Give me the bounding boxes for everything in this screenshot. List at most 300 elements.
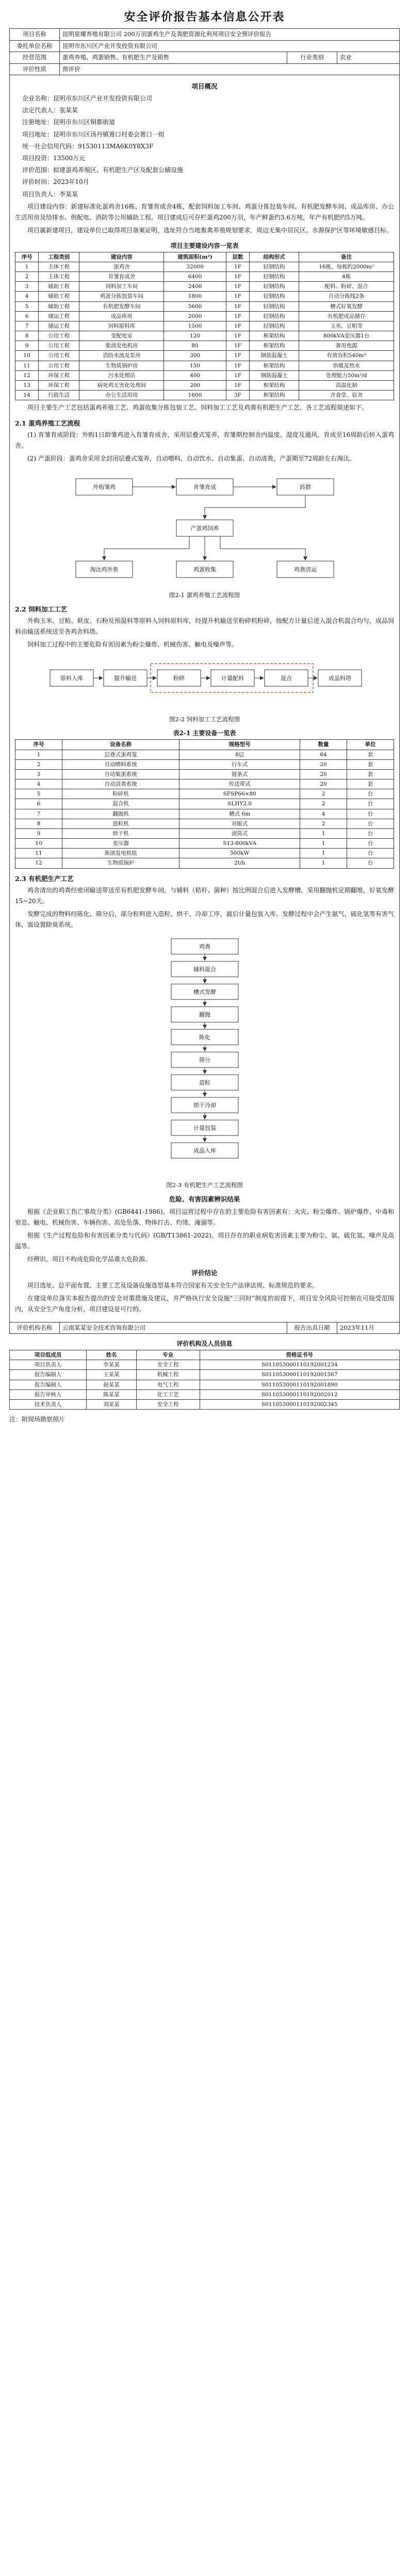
column-header: 单位: [347, 740, 394, 750]
overview-line: 统一社会信用代码：91530113MA6K0Y8X3F: [22, 142, 154, 150]
table-cell: 主体工程: [39, 272, 79, 282]
column-header: 专业: [136, 1350, 200, 1360]
table-row: [15, 391, 394, 400]
table-cell: 2: [15, 272, 39, 282]
table-cell: 传送带式: [179, 779, 300, 789]
table-cell: 王某某: [87, 1370, 137, 1380]
process-sec2-paras: [15, 616, 394, 650]
table-cell: 6400: [164, 272, 226, 282]
table-cell: 台: [347, 819, 394, 828]
table-cell: 轻钢结构: [250, 321, 299, 331]
paragraph: 外购玉米、豆粕、麸皮、石粉及预混料等原料入饲料原料库，经提升机输送至粉碎机粉碎，按配方计量后进入混合机混合均匀，成品饲料由输送系统送至各鸡舍料塔。: [15, 617, 394, 636]
business-label: 经营范围: [10, 52, 60, 64]
overview-paragraph: 项目属新建项目，建设单位已取得项目备案证明，选址符合当地畜禽养殖规划要求，周边无集中居民区、水源保护区等环境敏感目标。: [27, 226, 393, 234]
table-row: [15, 828, 394, 838]
conclusion-paras: [15, 1280, 394, 1315]
flow2-node-2-label: 粉碎: [173, 675, 185, 682]
table-cell: 层叠式蛋鸡笼: [62, 750, 179, 759]
table-cell: 台: [347, 799, 394, 809]
table-cell: 自动清粪系统: [62, 779, 179, 789]
table-cell: 报告审核人: [10, 1389, 87, 1399]
hazards-title: 危险、有害因素辨识结果: [169, 1195, 240, 1203]
overview-line: 法定代表人：张某某: [22, 107, 78, 114]
table-cell: S011053000110192001234: [200, 1360, 399, 1370]
paragraph: 饲料加工过程中的主要危险有害因素为粉尘爆炸、机械伤害、触电及噪声等。: [27, 641, 238, 649]
table-cell: 13: [15, 380, 39, 390]
table-cell: 3: [15, 282, 39, 292]
table-cell: 备用电源: [299, 341, 394, 351]
table-cell: 环保工程: [39, 380, 79, 390]
table-cell: 1500: [164, 321, 226, 331]
table-cell: 1F: [226, 292, 249, 301]
table-cell: 陈某某: [87, 1389, 137, 1399]
table-cell: 有效容积540m³: [299, 351, 394, 361]
table-cell: 配料、粉碎、混合: [299, 282, 394, 292]
table-cell: 自动喂料系统: [62, 759, 179, 769]
table-cell: 1F: [226, 370, 249, 380]
document-title: 安全评价报告基本信息公开表: [124, 10, 285, 24]
flowchart-feed-caption: 图2-2 饲料加工工艺流程图: [169, 716, 240, 723]
table-cell: 项目负责人: [10, 1360, 87, 1370]
flow2-node-5-label: 成品料塔: [328, 675, 351, 682]
table-cell: 1F: [226, 351, 249, 361]
table-cell: 64: [300, 750, 347, 759]
table-cell: 轻钢结构: [250, 282, 299, 292]
overview-line: 项目投资：13500万元: [22, 155, 86, 162]
table-cell: 1: [300, 839, 347, 849]
team-table-caption: 评价机构及人员信息: [176, 1340, 233, 1348]
table-row: [15, 849, 394, 858]
scale-table-caption: 项目主要建设内容一览表: [170, 242, 239, 249]
org-name-label: 评价机构名称: [10, 1322, 60, 1334]
table-cell: 3F: [226, 391, 249, 400]
table-row: [15, 779, 394, 789]
table-cell: 1F: [226, 311, 249, 321]
flowchart-breeding-caption: 图2-1 蛋鸡养殖工艺流程图: [169, 591, 240, 599]
table-cell: 1: [15, 750, 62, 759]
table-cell: 5600: [164, 301, 226, 311]
table-cell: 辅助工程: [39, 292, 79, 301]
table-cell: 高温化制: [299, 380, 394, 390]
table-cell: 16栋，每栋约2000m²: [299, 262, 394, 272]
table-cell: 20: [300, 759, 347, 769]
table-cell: 钢筋混凝土: [250, 370, 299, 380]
column-header: 结构形式: [250, 252, 299, 262]
table-cell: 对辊式: [179, 819, 300, 828]
table-row: [15, 769, 394, 779]
table-cell: 80: [164, 341, 226, 351]
table-cell: 台: [347, 839, 394, 849]
column-header: 序号: [15, 740, 62, 750]
equip-table-caption: 表2-1 主要设备一览表: [173, 730, 236, 737]
table-row: [15, 272, 394, 282]
table-cell: 槽式 6m: [179, 809, 300, 819]
table-row: [10, 1399, 400, 1409]
table-cell: 育雏育成舍: [79, 272, 164, 282]
table-cell: 蛋鸡舍: [79, 262, 164, 272]
table-cell: 钢筋混凝土: [250, 351, 299, 361]
table-row: [15, 301, 394, 311]
conclusion-title: 评价结论: [191, 1268, 218, 1277]
table-cell: 7: [15, 321, 39, 331]
process-sec2-title: 2.2 饲料加工工艺: [15, 605, 68, 614]
table-cell: 变压器: [62, 839, 179, 849]
column-header: 备注: [299, 252, 394, 262]
table-cell: 轻钢结构: [250, 262, 299, 272]
column-header: 项目组成员: [10, 1350, 87, 1360]
client-label: 委托单位名称: [10, 40, 60, 52]
overview-line: 评价时间：2023年10月: [22, 178, 89, 186]
equip-table: [15, 739, 394, 868]
table-row: [15, 799, 394, 809]
column-header: 建设内容: [79, 252, 164, 262]
table-cell: 2000: [164, 311, 226, 321]
table-cell: 病死鸡无害化处理间: [79, 380, 164, 390]
overview-heading: 项目概况: [191, 82, 218, 91]
table-row: [15, 331, 394, 341]
table-row: [15, 370, 394, 380]
table-cell: 2: [15, 759, 62, 769]
flow2-node-3-label: 计量配料: [221, 675, 244, 682]
table-row: [10, 1370, 400, 1380]
table-cell: 成品库房: [79, 311, 164, 321]
org-date-label: 报告出具日期: [287, 1322, 337, 1334]
table-cell: 6: [15, 799, 62, 809]
flow3-node-label: 辅料混合: [193, 965, 216, 973]
table-row: [15, 380, 394, 390]
table-cell: 储运工程: [39, 321, 79, 331]
flow1-node-5-label: 鸡蛋收集: [193, 566, 216, 573]
flow3-node-label: 鸡粪: [199, 943, 210, 950]
column-header: 序号: [15, 252, 39, 262]
table-cell: 1F: [226, 262, 249, 272]
table-cell: 台: [347, 809, 394, 819]
table-cell: 轻钢结构: [250, 272, 299, 282]
table-cell: 自动集蛋系统: [62, 769, 179, 779]
flowchart-feed: [45, 654, 365, 711]
flow1-node-6-label: 鸡粪清运: [293, 566, 317, 573]
table-cell: 变配电室: [79, 331, 164, 341]
table-cell: 套: [347, 759, 394, 769]
paragraph: 鸡舍清出的鸡粪经密闭输送带送至有机肥发酵车间，与辅料（秸秆、菌种）按比例混合后进入发酵槽，采用翻抛机定期翻堆，好氧发酵15~20天。: [15, 886, 394, 905]
table-cell: 12: [15, 370, 39, 380]
table-cell: 行政生活: [39, 391, 79, 400]
table-row: [15, 759, 394, 769]
flow3-node-label: 陈化: [199, 1033, 210, 1041]
org-date-value: 2023年11月: [337, 1322, 400, 1334]
table-cell: 李某某: [87, 1360, 137, 1370]
scale-table: [15, 252, 394, 401]
table-cell: 8: [15, 819, 62, 828]
table-cell: 轻钢结构: [250, 311, 299, 321]
table-cell: 自动分拣线2条: [299, 292, 394, 301]
column-header: 工程类别: [39, 252, 79, 262]
table-cell: 1F: [226, 361, 249, 370]
table-cell: 滚筒式: [179, 828, 300, 838]
table-cell: 玉米、豆粕等: [299, 321, 394, 331]
table-row: [15, 311, 394, 321]
table-cell: 饲料原料库: [79, 321, 164, 331]
column-header: 设备名称: [62, 740, 179, 750]
paragraph: (2) 产蛋阶段：蛋鸡舍采用全封闭层叠式笼养，自动喂料、自动饮水、自动集蛋、自动清粪，产蛋期至72周龄左右淘汰。: [27, 455, 356, 463]
org-name-value: 云南某某安全技术咨询有限公司: [60, 1322, 287, 1334]
table-cell: 行车式: [179, 759, 300, 769]
table-cell: 刘某某: [87, 1399, 137, 1409]
table-cell: 公用工程: [39, 361, 79, 370]
table-cell: 11: [15, 849, 62, 858]
flow2-node-1-label: 提升输送: [113, 675, 137, 682]
overview-paras: [15, 201, 394, 236]
table-cell: 9: [15, 341, 39, 351]
table-cell: 12: [15, 858, 62, 868]
overview-line: 注册地址：昆明市东川区铜都街道: [22, 118, 116, 126]
column-header: 建筑面积(m²): [164, 252, 226, 262]
table-cell: 2: [300, 819, 347, 828]
table-cell: S011053000110192001890: [200, 1380, 399, 1389]
table-cell: 含食堂、宿舍: [299, 391, 394, 400]
table-cell: S13-800kVA: [179, 839, 300, 849]
table-cell: 800kVA变压器1台: [299, 331, 394, 341]
table-cell: 翻抛机: [62, 809, 179, 819]
project-basic-table: [9, 28, 400, 75]
table-cell: 电气工程: [136, 1380, 200, 1389]
table-cell: 环保工程: [39, 370, 79, 380]
overview-lines: [15, 94, 394, 199]
table-cell: 台: [347, 828, 394, 838]
paragraph: 经辨识，项目不构成危险化学品重大危险源。: [27, 1255, 152, 1263]
process-sec1-title: 2.1 蛋鸡养殖工艺流程: [15, 419, 80, 428]
table-cell: 处理能力50m³/d: [299, 370, 394, 380]
flow2-node-4-label: 混合: [280, 675, 292, 682]
table-cell: 饲料加工车间: [79, 282, 164, 292]
flow1-node-3-label: 产蛋鸡饲养: [190, 525, 219, 532]
table-cell: 11: [15, 361, 39, 370]
table-cell: 1F: [226, 341, 249, 351]
flow1-node-4-label: 淘汰鸡外售: [90, 566, 118, 573]
table-cell: 32000: [164, 262, 226, 272]
client-value: 昆明市东川区产业开发投资有限公司: [60, 40, 400, 52]
overview-line: 企业名称：昆明市东川区产业开发投资有限公司: [22, 95, 153, 103]
table-cell: 9: [15, 828, 62, 838]
table-cell: 框架结构: [250, 380, 299, 390]
overview-line: 项目地址：昆明市东川区汤丹镇箐口村委会箐口一组: [22, 130, 165, 138]
table-cell: S011053000110192002345: [200, 1399, 399, 1409]
column-header: 数量: [300, 740, 347, 750]
overview-paragraph: 项目建设内容：新建标准化蛋鸡舍16栋、育雏育成舍4栋，配套饲料加工车间、鸡蛋分拣包装车间、有机肥发酵车间、成品库房、办公生活用房及给排水、供配电、消防等公用辅助工程。项目建成后可存栏蛋鸡200万羽，年产鲜蛋约3.6万吨，年产有机肥约5万吨。: [15, 202, 394, 221]
table-cell: 1600: [164, 391, 226, 400]
table-row: [15, 819, 394, 828]
table-cell: 7: [15, 809, 62, 819]
table-cell: 1F: [226, 272, 249, 282]
table-cell: 2: [300, 799, 347, 809]
column-header: 资格证书号: [200, 1350, 399, 1360]
table-cell: 1F: [226, 301, 249, 311]
table-cell: 台: [347, 849, 394, 858]
table-cell: 500kW: [179, 849, 300, 858]
flowchart-fertilizer: [60, 935, 349, 1177]
nature-value: 预评价: [60, 63, 400, 75]
table-cell: 报告编制人: [10, 1370, 87, 1380]
table-cell: 20: [300, 769, 347, 779]
column-header: 规格型号: [179, 740, 300, 750]
table-cell: 4: [300, 809, 347, 819]
table-cell: 生物质锅炉: [62, 858, 179, 868]
table-cell: 1F: [226, 321, 249, 331]
table-cell: 4: [15, 779, 62, 789]
table-cell: 赵某某: [87, 1380, 137, 1389]
flow3-node-label: 烘干冷却: [193, 1101, 216, 1109]
table-cell: 台: [347, 789, 394, 799]
table-row: [15, 858, 394, 868]
table-cell: 4: [15, 292, 39, 301]
table-cell: 公用工程: [39, 351, 79, 361]
table-cell: 1F: [226, 380, 249, 390]
table-cell: 消防水池及泵房: [79, 351, 164, 361]
table-row: [10, 1360, 400, 1370]
flow3-node-label: 槽式发酵: [193, 988, 216, 995]
business-value: 蛋鸡养殖、鸡蛋销售、有机肥生产及销售: [60, 52, 287, 64]
table-row: [15, 361, 394, 370]
flow3-node-label: 计量包装: [193, 1124, 216, 1131]
table-cell: 10: [15, 839, 62, 849]
table-cell: 污水处理站: [79, 370, 164, 380]
table-cell: 6: [15, 311, 39, 321]
table-cell: SFSP66×80: [179, 789, 300, 799]
flow3-node-label: 成品入库: [193, 1147, 216, 1154]
table-cell: 2: [300, 789, 347, 799]
table-row: [15, 789, 394, 799]
table-cell: 2t/h: [179, 858, 300, 868]
table-cell: 链条式: [179, 769, 300, 779]
table-cell: 300: [164, 351, 226, 361]
table-cell: 技术负责人: [10, 1399, 87, 1409]
table-row: [10, 1380, 400, 1389]
table-cell: 1F: [226, 331, 249, 341]
table-row: [15, 341, 394, 351]
table-cell: 轻钢结构: [250, 292, 299, 301]
table-cell: 4栋: [299, 272, 394, 282]
paragraph: (1) 育雏育成阶段：外购1日龄雏鸡进入育雏育成舍，采用层叠式笼养，育雏期控制舍内温度、湿度及通风，育成至16周龄后转入蛋鸡舍。: [15, 431, 394, 450]
table-cell: 8层: [179, 750, 300, 759]
document-page: [9, 5, 400, 1426]
table-cell: 槽式好氧发酵: [299, 301, 394, 311]
table-cell: 台: [347, 858, 394, 868]
process-sec3-title: 2.3 有机肥生产工艺: [15, 874, 74, 883]
table-cell: 20: [300, 779, 347, 789]
table-cell: 150: [164, 361, 226, 370]
table-cell: 主体工程: [39, 262, 79, 272]
table-cell: S011053000110192002012: [200, 1389, 399, 1399]
table-cell: 200: [164, 380, 226, 390]
table-cell: 1: [300, 828, 347, 838]
table-cell: S011053000110192001567: [200, 1370, 399, 1380]
flow3-node-label: 造粒: [199, 1079, 210, 1086]
paragraph: 项目选址、总平面布置、主要工艺及设备设施选型基本符合国家有关安全生产法律法规、标准规范的要求。: [27, 1281, 319, 1289]
table-row: [15, 750, 394, 759]
table-cell: SLHY2.0: [179, 799, 300, 809]
table-cell: 烘干机: [62, 828, 179, 838]
column-header: 层数: [226, 252, 249, 262]
org-table: [9, 1322, 400, 1334]
process-intro: 项目主要生产工艺包括蛋鸡养殖工艺、鸡蛋收集分拣包装工艺、饲料加工工艺及鸡粪有机肥生产工艺，各工艺流程简述如下。: [27, 404, 368, 412]
overview-section: [9, 75, 400, 1323]
table-row: [15, 839, 394, 849]
project-name-label: 项目名称: [10, 29, 60, 41]
flow1-node-1-label: 育雏育成: [193, 484, 216, 491]
overview-line: 评价范围：拟建蛋鸡养殖区、有机肥生产区及配套公辅设施: [22, 166, 184, 174]
table-cell: 14: [15, 391, 39, 400]
flow3-node-label: 翻抛: [199, 1011, 210, 1018]
footer-note: 注：附现场勘察照片: [9, 1416, 66, 1423]
table-cell: 套: [347, 779, 394, 789]
table-cell: 有机肥成品储存: [299, 311, 394, 321]
table-row: [15, 292, 394, 301]
table-cell: 400: [164, 370, 226, 380]
table-cell: 辅助工程: [39, 282, 79, 292]
flow3-node-label: 筛分: [199, 1056, 210, 1063]
table-cell: 办公生活用房: [79, 391, 164, 400]
table-cell: 10: [15, 351, 39, 361]
flowchart-fertilizer-caption: 图2-3 有机肥生产工艺流程图: [166, 1181, 243, 1189]
table-row: [10, 1389, 400, 1399]
table-cell: 1800: [164, 292, 226, 301]
table-cell: 公用工程: [39, 331, 79, 341]
paragraph: 在建设单位落实本报告提出的安全对策措施及建议，并严格执行安全设施"三同时"制度的前提下，项目安全风险可控制在可接受范围内，从安全生产角度分析，项目建设是可行的。: [15, 1294, 394, 1313]
team-table: [9, 1350, 400, 1410]
table-cell: 机械工程: [136, 1370, 200, 1380]
table-cell: 轻钢结构: [250, 301, 299, 311]
paragraph: 根据《企业职工伤亡事故分类》(GB6441-1986)，项目运营过程中存在的主要危险有害因素有：火灾、粉尘爆炸、锅炉爆炸、中毒和窒息、触电、机械伤害、车辆伤害、高处坠落、物体打击、灼烫、淹溺等。: [15, 1208, 394, 1226]
table-row: [15, 262, 394, 272]
table-cell: 安全工程: [136, 1360, 200, 1370]
industry-value: 农业: [337, 52, 400, 64]
table-cell: 柴油发电机组: [62, 849, 179, 858]
table-cell: 5: [15, 301, 39, 311]
table-row: [15, 282, 394, 292]
project-name-value: 昆明星耀养殖有限公司 200万羽蛋鸡生产及粪肥资源化利用项目安全预评价报告: [60, 29, 400, 41]
table-cell: 1: [300, 849, 347, 858]
paragraph: 发酵完成的物料经陈化、筛分后，部分粒料进入造粒、烘干、冷却工序，最后计量包装入库。发酵过程中会产生氨气、硫化氢等有害气体，需设置除臭系统。: [15, 910, 394, 928]
table-cell: 1: [15, 262, 39, 272]
table-cell: 套: [347, 769, 394, 779]
flow1-node-2-label: 转群: [299, 484, 311, 491]
table-cell: 120: [164, 331, 226, 341]
table-cell: 粉碎机: [62, 789, 179, 799]
table-cell: 2400: [164, 282, 226, 292]
table-cell: 1: [300, 858, 347, 868]
table-cell: 造粒机: [62, 819, 179, 828]
process-sec1-paras: [15, 430, 394, 464]
flow2-node-0-label: 原料入库: [60, 675, 83, 682]
process-sec3-paras: [15, 885, 394, 930]
table-cell: 3: [15, 769, 62, 779]
table-cell: 储运工程: [39, 311, 79, 321]
nature-label: 评价性质: [10, 63, 60, 75]
table-cell: 1F: [226, 282, 249, 292]
table-cell: 公用工程: [39, 341, 79, 351]
table-cell: 辅助工程: [39, 301, 79, 311]
table-cell: 供暖及热水: [299, 361, 394, 370]
table-cell: 化工工艺: [136, 1389, 200, 1399]
table-row: [15, 809, 394, 819]
table-cell: 框架结构: [250, 391, 299, 400]
overview-line: 项目负责人：李某某: [22, 190, 78, 198]
table-cell: 框架结构: [250, 331, 299, 341]
table-row: [15, 321, 394, 331]
table-cell: 生物质锅炉房: [79, 361, 164, 370]
table-cell: 套: [347, 750, 394, 759]
paragraph: 根据《生产过程危险和有害因素分类与代码》(GB/T13861-2022)，项目存在的职业病危害因素主要为粉尘、氨、硫化氢、噪声及高温等。: [15, 1231, 394, 1250]
